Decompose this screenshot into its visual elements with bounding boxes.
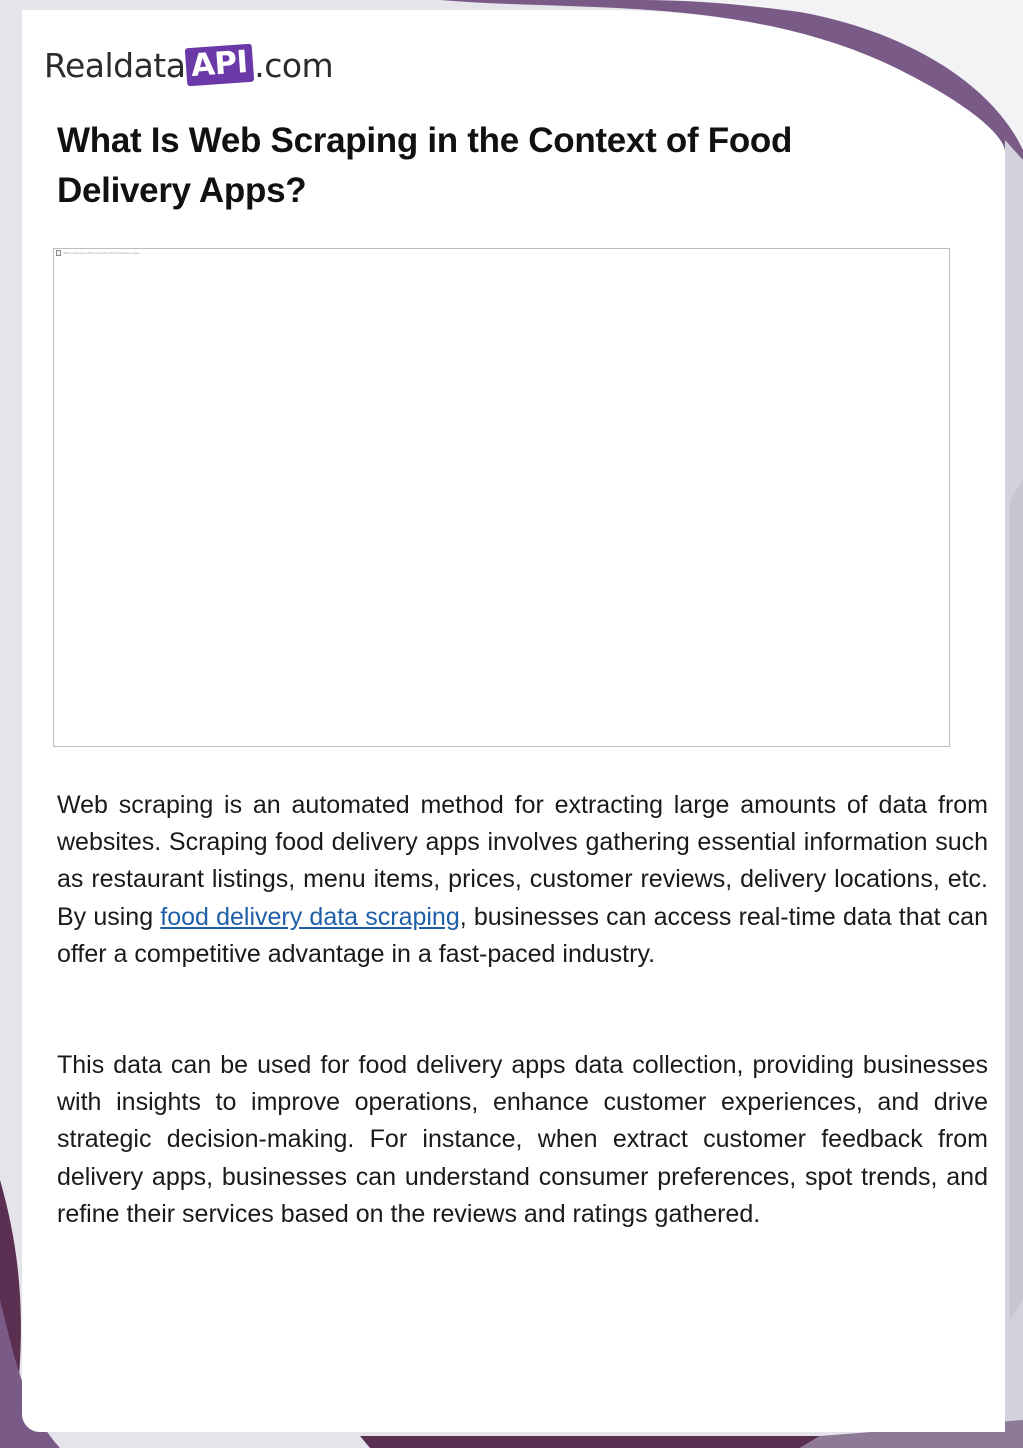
food-delivery-data-scraping-link[interactable]: food delivery data scraping [160, 902, 460, 931]
paragraph-web-scraping-intro [57, 787, 988, 973]
broken-image-alt-text: Web Scraping in the Context of Food Delivery Apps [63, 251, 140, 255]
broken-image-icon [56, 250, 61, 256]
realdataapi-logo[interactable] [44, 40, 333, 90]
article-image-placeholder [53, 248, 950, 747]
paragraph-data-usage: This data can be used for food delivery apps data collection, providing businesses with insights to improve operations, enhance customer experiences, and drive strategic decision-making. For instance, when extract customer feedback from delivery apps, businesses can understand consumer preferences, spot trends, and refine their services based on the reviews and ratings gathered. [57, 1051, 988, 1228]
logo-suffix: .com [254, 45, 334, 85]
article-title: What Is Web Scraping in the Context of Food Delivery Apps? [57, 121, 793, 210]
logo-prefix: Realdata [44, 45, 186, 85]
paragraph1-text-before-link: Web scraping is an automated method for extracting large amounts of data from websites. Scraping food delivery apps involves gathering essential information such as restaurant listings, menu items, prices, customer reviews, delivery locations, etc. By using [57, 791, 988, 931]
paragraph1-text-after-link: , businesses can access real-time data that can offer a competitive advantage in a fast-paced industry. [57, 902, 988, 968]
broken-image-indicator [56, 250, 140, 256]
logo-api-badge: API [185, 44, 254, 87]
